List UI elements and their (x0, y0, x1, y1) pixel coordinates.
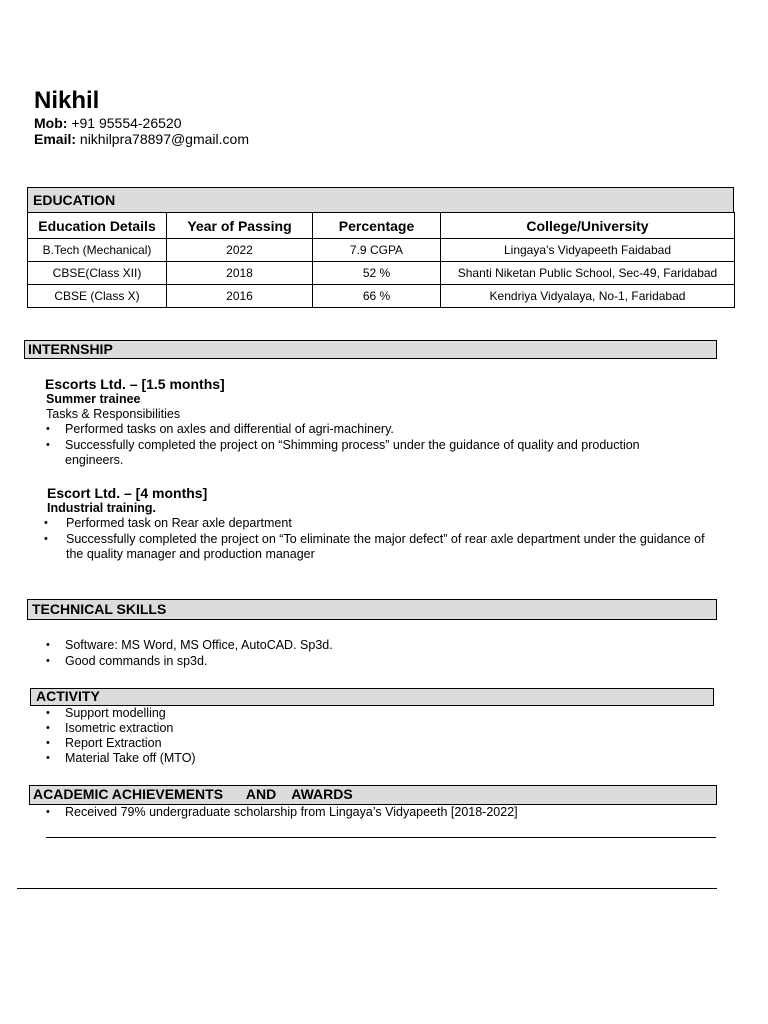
education-header: EDUCATION (27, 187, 734, 213)
list-item: • Performed tasks on axles and differential of agri-machinery. (46, 422, 706, 438)
education-table (27, 212, 735, 308)
list-item: • Report Extraction (46, 736, 706, 751)
internship-bullets (44, 516, 724, 563)
table-row (28, 239, 735, 262)
cell-year: 2022 (167, 239, 313, 262)
cell-year: 2018 (167, 262, 313, 285)
skills-bullets (46, 638, 706, 669)
cell-college: Shanti Niketan Public School, Sec-49, Faridabad (441, 262, 735, 285)
education-header-row (28, 213, 735, 239)
cell-degree: CBSE (Class X) (28, 285, 167, 308)
col-education-details: Education Details (28, 213, 167, 239)
cell-percentage: 66 % (313, 285, 441, 308)
col-college-university: College/University (441, 213, 735, 239)
cell-degree: CBSE(Class XII) (28, 262, 167, 285)
activity-bullets (46, 706, 706, 766)
internship-role: Summer trainee (46, 392, 141, 406)
list-item: • Isometric extraction (46, 721, 706, 736)
technical-skills-header: TECHNICAL SKILLS (27, 599, 717, 620)
list-item: • Support modelling (46, 706, 706, 721)
candidate-name: Nikhil (34, 87, 100, 114)
email-line (34, 131, 249, 148)
mobile-label: Mob: (34, 115, 68, 131)
divider (17, 888, 717, 889)
cell-college: Kendriya Vidyalaya, No-1, Faridabad (441, 285, 735, 308)
mobile-number: +91 95554-26520 (71, 115, 182, 131)
activity-header: ACTIVITY (30, 688, 714, 706)
list-item: • Software: MS Word, MS Office, AutoCAD. Sp3d. (46, 638, 706, 654)
email-address: nikhilpra78897@gmail.com (79, 131, 249, 147)
achievements-header: ACADEMIC ACHIEVEMENTS AND AWARDS (29, 785, 717, 805)
col-percentage: Percentage (313, 213, 441, 239)
list-item: • Material Take off (MTO) (46, 751, 706, 766)
internship-header: INTERNSHIP (24, 340, 717, 359)
internship-bullets (46, 422, 706, 469)
list-item: • Successfully completed the project on “To eliminate the major defect” of rear axle department under the guidance of the quality manager and production manager (44, 532, 724, 563)
cell-year: 2016 (167, 285, 313, 308)
internship-subtitle: Tasks & Responsibilities (46, 407, 181, 421)
col-year-of-passing: Year of Passing (167, 213, 313, 239)
cell-college: Lingaya’s Vidyapeeth Faidabad (441, 239, 735, 262)
table-row (28, 262, 735, 285)
internship-org: Escorts Ltd. – [1.5 months] (45, 376, 225, 392)
achievements-bullets (46, 805, 706, 821)
internship-org: Escort Ltd. – [4 months] (47, 485, 208, 501)
list-item: • Performed task on Rear axle department (44, 516, 724, 532)
cell-percentage: 52 % (313, 262, 441, 285)
list-item: • Received 79% undergraduate scholarship from Lingaya’s Vidyapeeth [2018-2022] (46, 805, 706, 821)
mobile-line (34, 115, 182, 132)
cell-percentage: 7.9 CGPA (313, 239, 441, 262)
email-label: Email: (34, 131, 77, 147)
list-item: • Successfully completed the project on “Shimming process” under the guidance of quality and production engineers. (46, 438, 706, 469)
divider (46, 837, 716, 838)
list-item: • Good commands in sp3d. (46, 654, 706, 670)
cell-degree: B.Tech (Mechanical) (28, 239, 167, 262)
table-row (28, 285, 735, 308)
internship-role: Industrial training. (47, 501, 157, 515)
